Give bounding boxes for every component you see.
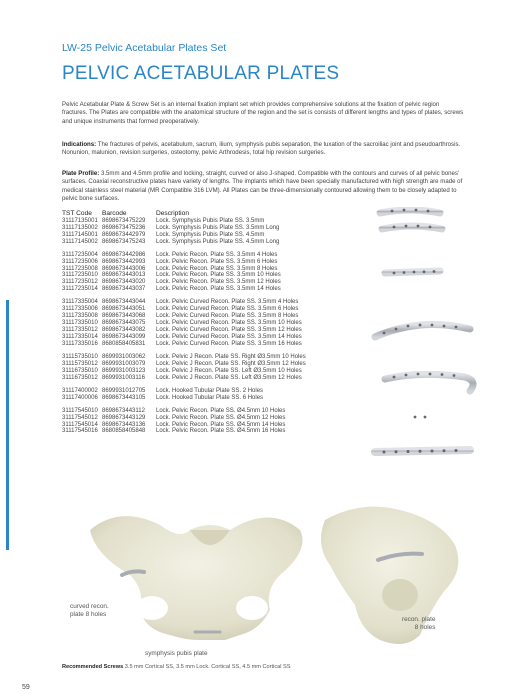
table-row	[62, 259, 306, 266]
cell-barcode: 8699931003062	[102, 353, 146, 360]
cell-description: Lock. Pelvic Curved Recon. Plate SS. 3.5mm 8 Holes	[156, 313, 299, 320]
cell-description: Lock. Pelvic Recon. Plate SS. 3.5mm 8 Holes	[156, 265, 278, 272]
cell-tst-code: 31117545012	[62, 414, 98, 421]
cell-barcode: 8698673443006	[102, 265, 146, 272]
page-title: PELVIC ACETABULAR PLATES	[62, 63, 340, 84]
cell-barcode: 8698673442979	[102, 231, 146, 238]
cell-barcode: 8698673475229	[102, 217, 146, 224]
cell-barcode: 8680858405848	[102, 428, 146, 435]
callout-curved-recon: curved recon. plate 8 holes	[70, 603, 109, 618]
cell-barcode: 8698673442986	[102, 251, 146, 258]
cell-barcode: 8699931003079	[102, 360, 146, 367]
indications-text: The fractures of pelvis, acetabulum, sacrum, ilium, symphysis pubis separation, the luxation of the sacroiliac joint and pseudoarthrosis. Nonunion, malunion, revision surgeries, osteotomy, pelvic Arthrodesis, total hip revision surgeries.	[62, 141, 461, 157]
cell-tst-code: 31117135002	[62, 224, 98, 231]
callout-symphysis: symphysis pubis plate	[145, 650, 208, 657]
pelvis-front-image	[90, 516, 303, 640]
j-recon-plate-image	[385, 374, 473, 391]
table-row	[62, 218, 306, 225]
table-row	[62, 428, 306, 435]
cell-description: Lock. Pelvic Recon. Plate SS. Ø4.5mm 12 Holes	[156, 414, 286, 421]
table-row	[62, 252, 306, 259]
pelvis-illustrations	[60, 490, 480, 660]
cell-description: Lock. Symphysis Pubis Plate SS. 3.5mm	[156, 217, 265, 224]
table-row	[62, 341, 306, 348]
cell-tst-code: 31117545014	[62, 421, 98, 428]
cell-barcode: 8698673443020	[102, 279, 146, 286]
cell-description: Lock. Pelvic Recon. Plate SS. 3.5mm 10 Holes	[156, 272, 281, 279]
plate-profile-text: 3.5mm and 4.5mm profile and locking, straight, curved or also J-shaped. Compatible with the contours and curves of all pelvic bones' surfaces. Coaxial reconstructive plates have variety of lengths. The implants which have been specially manufactured with high strength are made of medical stainless steel material (MR Compatible 316 LVM). All Plates can be three-dimensionally contoured allowing them to be closely adapted to pelvic bone surfaces.	[62, 170, 463, 203]
callout-recon-plate: recon. plate 8 holes	[402, 616, 436, 631]
table-row	[62, 361, 306, 368]
cell-description: Lock. Pelvic Recon. Plate SS. Ø4.5mm 10 Holes	[156, 407, 286, 414]
cell-description: Lock. Pelvic Curved Recon. Plate SS. 3.5mm 6 Holes	[156, 306, 299, 313]
indications-paragraph	[62, 141, 464, 158]
product-table	[62, 211, 306, 435]
cell-description: Lock. Pelvic Curved Recon. Plate SS. 3.5mm 4 Holes	[156, 299, 299, 306]
plate-profile-label: Plate Profile:	[62, 170, 100, 177]
cell-barcode: 8698673443051	[102, 306, 146, 313]
table-row	[62, 279, 306, 286]
cell-tst-code: 31117235010	[62, 272, 98, 279]
cell-barcode: 8698673443044	[102, 299, 146, 306]
indications-label: Indications:	[62, 141, 97, 148]
table-row	[62, 232, 306, 239]
plate-profile-paragraph	[62, 170, 464, 204]
recommended-screws-label: Recommended Screws	[62, 664, 124, 670]
cell-tst-code: 31115735012	[62, 360, 98, 367]
table-row	[62, 334, 306, 341]
plate-illustrations	[370, 207, 480, 507]
cell-barcode: 8699931012705	[102, 387, 146, 394]
recommended-screws	[62, 664, 291, 670]
cell-description: Lock. Pelvic Curved Recon. Plate SS. 3.5mm 14 Holes	[156, 333, 302, 340]
table-row	[62, 327, 306, 334]
cell-description: Lock. Pelvic Recon. Plate SS. 3.5mm 6 Holes	[156, 258, 278, 265]
table-header-row	[62, 211, 306, 218]
cell-barcode: 8698673443099	[102, 333, 146, 340]
cell-description: Lock. Pelvic Recon. Plate SS. 3.5mm 14 Holes	[156, 286, 281, 293]
symphysis-plate-image	[380, 210, 442, 229]
cell-barcode: 8699931003116	[102, 374, 145, 381]
cell-description: Lock. Pelvic Recon. Plate SS. Ø4.5mm 14 Holes	[156, 421, 286, 428]
cell-tst-code: 31116735010	[62, 367, 98, 374]
table-row	[62, 225, 306, 232]
cell-tst-code: 31117545010	[62, 407, 98, 414]
table-row	[62, 320, 306, 327]
cell-tst-code: 31117135001	[62, 217, 98, 224]
cell-description: Lock. Pelvic J Recon. Plate SS. Right Ø3.5mm 10 Holes	[156, 353, 306, 360]
table-row	[62, 313, 306, 320]
cell-tst-code: 31117235008	[62, 265, 98, 272]
cell-barcode: 8698673443075	[102, 320, 146, 327]
cell-tst-code: 31117235014	[62, 286, 98, 293]
pelvis-illustration-area	[60, 490, 480, 660]
table-row	[62, 415, 306, 422]
cell-barcode: 8698673475243	[102, 238, 146, 245]
table-row	[62, 408, 306, 415]
cell-tst-code: 31117335016	[62, 340, 98, 347]
cell-description: Lock. Hooked Tubular Plate SS. 2 Holes	[156, 387, 264, 394]
table-row	[62, 395, 306, 402]
header-description: Description	[156, 210, 189, 217]
cell-tst-code: 31117335014	[62, 333, 98, 340]
cell-description: Lock. Hooked Tubular Plate SS. 6 Holes	[156, 394, 264, 401]
accent-side-bar	[6, 300, 9, 550]
header-barcode: Barcode	[102, 210, 127, 217]
cell-tst-code: 31117335008	[62, 313, 98, 320]
page-number: 59	[22, 684, 30, 691]
cell-tst-code: 31117400006	[62, 394, 98, 401]
table-row	[62, 354, 306, 361]
cell-description: Lock. Pelvic Curved Recon. Plate SS. 3.5mm 12 Holes	[156, 326, 302, 333]
cell-barcode: 8698673443112	[102, 407, 145, 414]
cell-description: Lock. Symphysis Pubis Plate SS. 4.5mm Long	[156, 238, 280, 245]
cell-tst-code: 31117145001	[62, 231, 98, 238]
cell-description: Lock. Pelvic Curved Recon. Plate SS. 3.5mm 16 Holes	[156, 340, 302, 347]
cell-description: Lock. Pelvic J Recon. Plate SS. Left Ø3.5mm 12 Holes	[156, 374, 302, 381]
cell-tst-code: 31117335006	[62, 306, 98, 313]
cell-tst-code: 31117335004	[62, 299, 98, 306]
table-row	[62, 375, 306, 382]
cell-tst-code: 31117335010	[62, 320, 98, 327]
cell-barcode: 8698673443037	[102, 286, 146, 293]
table-row	[62, 422, 306, 429]
cell-barcode: 8698673442993	[102, 258, 146, 265]
table-row	[62, 272, 306, 279]
cell-description: Lock. Pelvic Recon. Plate SS. Ø4.5mm 16 Holes	[156, 428, 286, 435]
table-row	[62, 388, 306, 395]
cell-description: Lock. Pelvic J Recon. Plate SS. Right Ø3.5mm 12 Holes	[156, 360, 306, 367]
recommended-screws-text: 3.5 mm Cortical SS, 3.5 mm Lock. Cortical SS, 4.5 mm Cortical SS	[123, 664, 291, 670]
cell-tst-code: 31117235004	[62, 251, 98, 258]
table-row	[62, 239, 306, 246]
cell-description: Lock. Pelvic Curved Recon. Plate SS. 3.5mm 10 Holes	[156, 320, 302, 327]
cell-barcode: 8699931003123	[102, 367, 146, 374]
cell-tst-code: 31117145002	[62, 238, 98, 245]
cell-tst-code: 31115735010	[62, 353, 98, 360]
cell-tst-code: 31117545016	[62, 428, 98, 435]
table-row	[62, 266, 306, 273]
pelvis-side-image	[321, 507, 458, 644]
cell-tst-code: 31116735012	[62, 374, 98, 381]
table-row	[62, 306, 306, 313]
cell-barcode: 8698673443068	[102, 313, 146, 320]
cell-tst-code: 31117335012	[62, 326, 98, 333]
table-row	[62, 368, 306, 375]
header-tst-code: TST Code	[62, 210, 92, 217]
cell-barcode: 8680858405831	[102, 340, 146, 347]
cell-barcode: 8698673443136	[102, 421, 146, 428]
cell-barcode: 8698673443082	[102, 326, 146, 333]
cell-barcode: 8698673443013	[102, 272, 146, 279]
cell-barcode: 8698673443129	[102, 414, 146, 421]
cell-tst-code: 31117400002	[62, 387, 98, 394]
cell-description: Lock. Symphysis Pubis Plate SS. 4.5mm	[156, 231, 265, 238]
cell-tst-code: 31117235012	[62, 279, 98, 286]
intro-paragraph: Pelvic Acetabular Plate & Screw Set is an internal fixation implant set which provides comprehensive solutions at the fixation of pelvic region fractures. The Plates are compatible with the anatomical structure of the region and the set is consists of different lengths and types of plates, screws and unique instruments that formed preoperatively.	[62, 101, 464, 125]
cell-barcode: 8698673475236	[102, 224, 146, 231]
cell-description: Lock. Pelvic J Recon. Plate SS. Left Ø3.5mm 10 Holes	[156, 367, 302, 374]
table-row	[62, 299, 306, 306]
cell-description: Lock. Symphysis Pubis Plate SS. 3.5mm Long	[156, 224, 280, 231]
table-row	[62, 286, 306, 293]
cell-tst-code: 31117235006	[62, 258, 98, 265]
cell-barcode: 8698673443105	[102, 394, 146, 401]
section-label: LW-25 Pelvic Acetabular Plates Set	[62, 42, 227, 54]
cell-description: Lock. Pelvic Recon. Plate SS. 3.5mm 12 Holes	[156, 279, 281, 286]
cell-description: Lock. Pelvic Recon. Plate SS. 3.5mm 4 Holes	[156, 251, 278, 258]
